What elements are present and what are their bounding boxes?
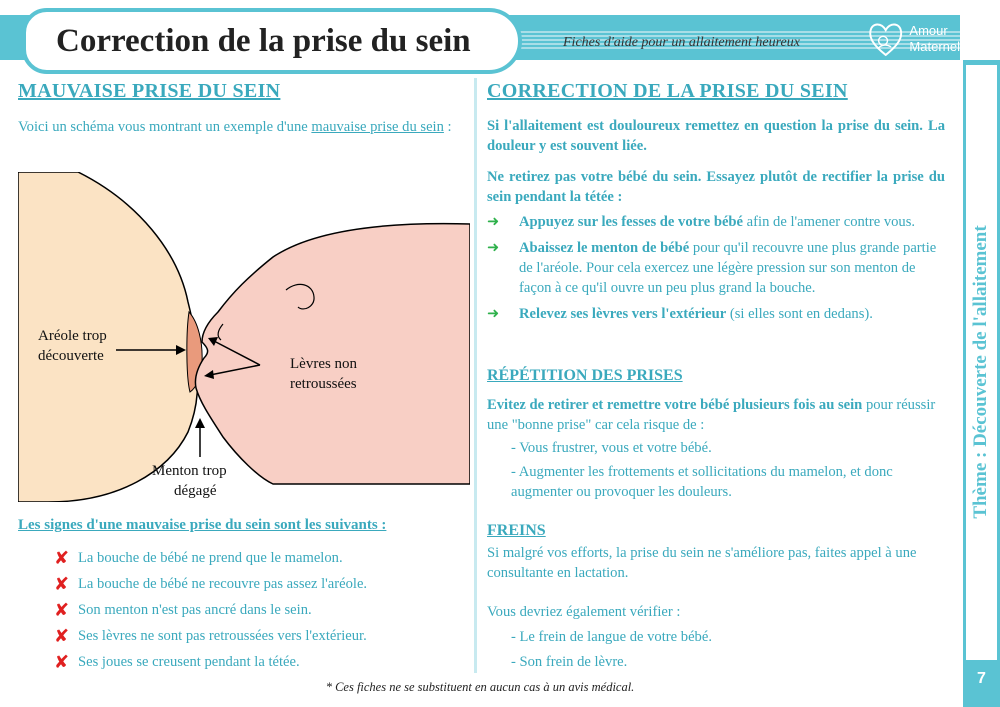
label-lips-1: Lèvres non (290, 356, 358, 372)
repetition-rest: pour réussir une "bonne prise" car cela risque de : (487, 397, 936, 433)
arrow-right-icon: ➜ (487, 305, 500, 322)
sign-text: La bouche de bébé ne recouvre pas assez l'aréole. (78, 575, 368, 592)
page-title: Correction de la prise du sein (56, 22, 471, 59)
cross-icon: ✘ (54, 547, 70, 569)
header-subtitle: Fiches d'aide pour un allaitement heureux (563, 35, 800, 50)
logo-line2: Maternel (909, 39, 960, 54)
column-divider (474, 78, 477, 673)
cross-icon: ✘ (54, 651, 70, 673)
tip-bold: Abaissez le menton de bébé (519, 240, 690, 256)
repetition-heading: RÉPÉTITION DES PRISES (487, 367, 683, 384)
tip-text: afin de l'amener contre vous. (743, 214, 916, 230)
list-item (54, 571, 367, 597)
repetition-item-2: - Augmenter les frottements et sollicitations du mamelon, et donc augmenter ou provoquer les douleurs. (511, 464, 893, 500)
right-heading: CORRECTION DE LA PRISE DU SEIN (487, 80, 848, 102)
cross-icon: ✘ (54, 573, 70, 595)
title-banner (22, 8, 522, 74)
sign-text: Son menton n'est pas ancré dans le sein. (78, 601, 312, 618)
repetition-text (487, 395, 945, 435)
paragraph-pain: Si l'allaitement est douloureux remettez en question la prise du sein. La douleur y est souvent liée. (487, 118, 945, 154)
signs-list (54, 545, 367, 675)
tip-bold: Appuyez sur les fesses de votre bébé (519, 214, 744, 230)
verify-item-2: - Son frein de lèvre. (511, 654, 628, 670)
cross-icon: ✘ (54, 625, 70, 647)
list-item (54, 649, 367, 675)
repetition-item-1: - Vous frustrer, vous et votre bébé. (511, 440, 712, 456)
logo-text (909, 23, 960, 55)
repetition-bold: Evitez de retirer et remettre votre bébé plusieurs fois au sein (487, 397, 863, 413)
list-item (487, 238, 945, 298)
freins-heading: FREINS (487, 522, 546, 539)
list-item (487, 304, 945, 324)
logo-line1: Amour (909, 23, 948, 38)
label-chin-1: Menton trop (152, 463, 227, 479)
list-item (54, 597, 367, 623)
page-number: 7 (977, 670, 986, 687)
verify-item-1: - Le frein de langue de votre bébé. (511, 629, 712, 645)
list-item (54, 545, 367, 571)
theme-label: Thème : Découverte de l'allaitement (970, 225, 991, 519)
tip-bold: Relevez ses lèvres vers l'extérieur (519, 306, 727, 322)
logo (868, 14, 960, 64)
latch-diagram (18, 172, 470, 502)
paragraph-correct: Ne retirez pas votre bébé du sein. Essayez plutôt de rectifier la prise du sein pendant la tétée : (487, 169, 945, 205)
list-item (487, 212, 945, 232)
cross-icon: ✘ (54, 599, 70, 621)
sign-text: Ses joues se creusent pendant la tétée. (78, 653, 300, 670)
arrow-right-icon: ➜ (487, 239, 500, 256)
intro-text: Voici un schéma vous montrant un exemple d'une (18, 119, 312, 135)
list-item (54, 623, 367, 649)
tip-text: (si elles sont en dedans). (726, 306, 873, 322)
intro-underlined: mauvaise prise du sein (311, 119, 444, 135)
verify-text: Vous devriez également vérifier : (487, 604, 681, 620)
left-heading: MAUVAISE PRISE DU SEIN (18, 80, 281, 102)
tip-text: pour qu'il recouvre une plus grande partie de l'aréole. Pour cela exercez une légère pression sur son menton de façon à ce qu'il ouvre un peu plus grand la bouche. (519, 240, 937, 296)
footer-disclaimer: * Ces fiches ne se substituent en aucun cas à un avis médical. (325, 680, 635, 694)
label-lips-2: retroussées (290, 376, 357, 392)
label-areola-1: Aréole trop (38, 328, 107, 344)
left-intro (18, 118, 470, 137)
heart-logo-icon (868, 17, 903, 61)
intro-end: : (443, 119, 452, 135)
signs-heading: Les signes d'une mauvaise prise du sein sont les suivants : (18, 517, 387, 533)
arrow-right-icon: ➜ (487, 213, 500, 230)
baby-head (195, 224, 470, 484)
freins-text: Si malgré vos efforts, la prise du sein ne s'améliore pas, faites appel à une consultante en lactation. (487, 545, 917, 581)
tips-list (487, 212, 945, 324)
sign-text: Ses lèvres ne sont pas retroussées vers l'extérieur. (78, 627, 367, 644)
sign-text: La bouche de bébé ne prend que le mamelon. (78, 549, 343, 566)
label-areola-2: découverte (38, 348, 104, 364)
label-chin-2: dégagé (174, 483, 217, 499)
